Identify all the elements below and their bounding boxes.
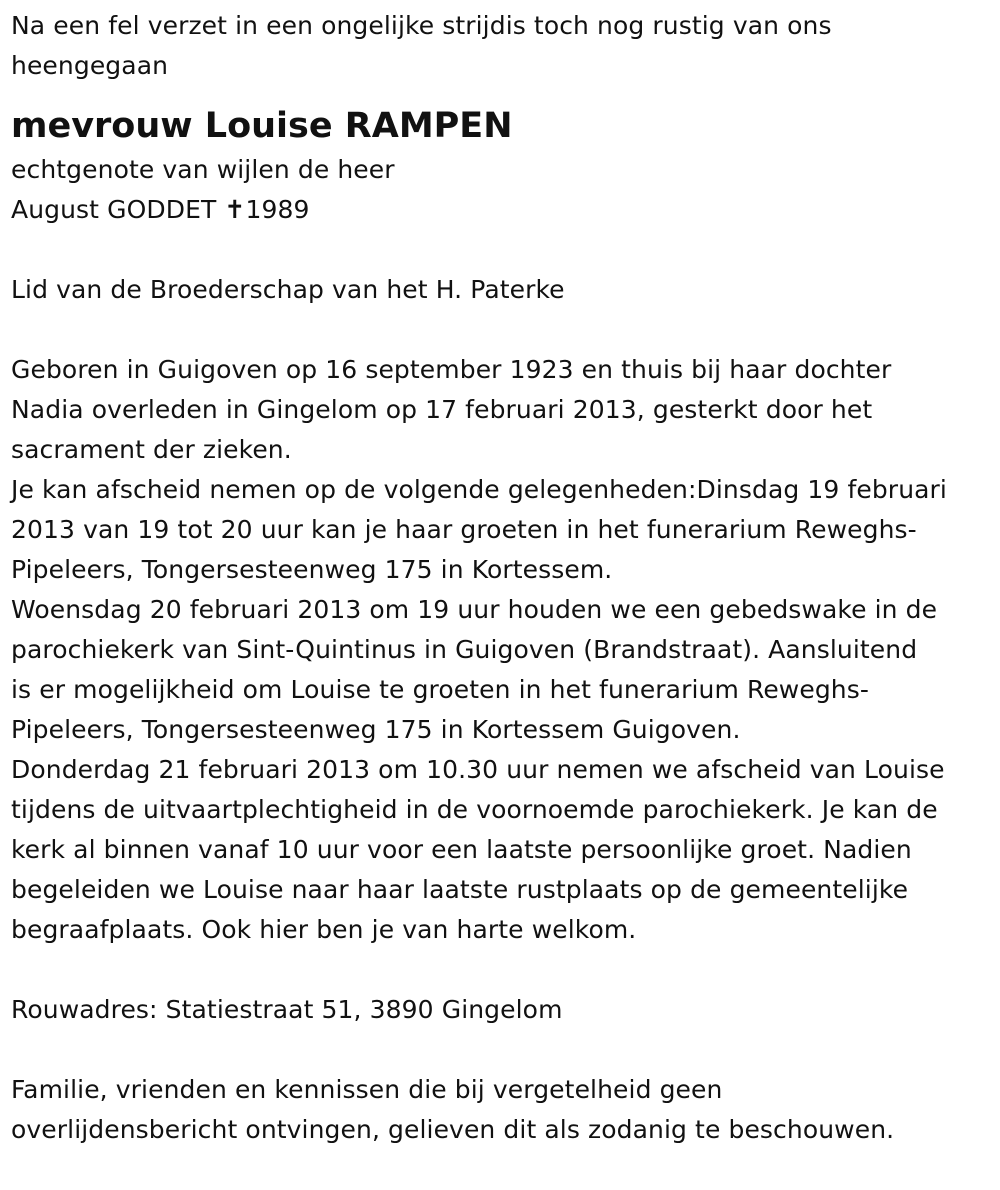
body-line: begraafplaats. Ook hier ben je van harte welkom. — [11, 915, 637, 944]
body-line: Pipeleers, Tongersesteenweg 175 in Kortessem. — [11, 555, 613, 584]
body-line: begeleiden we Louise naar haar laatste rustplaats op de gemeentelijke — [11, 875, 909, 904]
body-line: Woensdag 20 februari 2013 om 19 uur houden we een gebedswake in de — [11, 595, 938, 624]
spacer — [11, 950, 993, 990]
closing-line: overlijdensbericht ontvingen, gelieven dit als zodanig te beschouwen. — [11, 1115, 895, 1144]
deceased-name: mevrouw Louise RAMPEN — [11, 106, 513, 146]
body-line: Je kan afscheid nemen op de volgende gelegenheden:Dinsdag 19 februari — [11, 475, 947, 504]
intro-line: Na een fel verzet in een ongelijke strijdis toch nog rustig van ons — [11, 11, 832, 40]
intro-line: heengegaan — [11, 51, 169, 80]
intro-text — [11, 6, 993, 86]
body-text — [11, 350, 993, 950]
body-line: kerk al binnen vanaf 10 uur voor een laatste persoonlijke groet. Nadien — [11, 835, 912, 864]
membership-text: Lid van de Broederschap van het H. Paterke — [11, 275, 565, 304]
body-line: is er mogelijkheid om Louise te groeten in het funerarium Reweghs- — [11, 675, 869, 704]
spouse-line: echtgenote van wijlen de heer — [11, 155, 395, 184]
body-line: Pipeleers, Tongersesteenweg 175 in Kortessem Guigoven. — [11, 715, 741, 744]
spacer — [11, 230, 993, 270]
closing-text — [11, 1070, 993, 1150]
obituary-notice — [11, 6, 993, 1150]
body-line: tijdens de uitvaartplechtigheid in de voornoemde parochiekerk. Je kan de — [11, 795, 938, 824]
spacer — [11, 1030, 993, 1070]
spacer — [11, 310, 993, 350]
body-line: Nadia overleden in Gingelom op 17 februari 2013, gesterkt door het — [11, 395, 873, 424]
mourning-address: Rouwadres: Statiestraat 51, 3890 Gingelom — [11, 995, 563, 1024]
spouse-info — [11, 150, 993, 230]
body-line: Donderdag 21 februari 2013 om 10.30 uur nemen we afscheid van Louise — [11, 755, 945, 784]
body-line: sacrament der zieken. — [11, 435, 292, 464]
spouse-line: August GODDET ✝1989 — [11, 195, 310, 224]
body-line: Geboren in Guigoven op 16 september 1923 en thuis bij haar dochter — [11, 355, 892, 384]
closing-line: Familie, vrienden en kennissen die bij vergetelheid geen — [11, 1075, 723, 1104]
body-line: parochiekerk van Sint-Quintinus in Guigoven (Brandstraat). Aansluitend — [11, 635, 918, 664]
body-line: 2013 van 19 tot 20 uur kan je haar groeten in het funerarium Reweghs- — [11, 515, 917, 544]
